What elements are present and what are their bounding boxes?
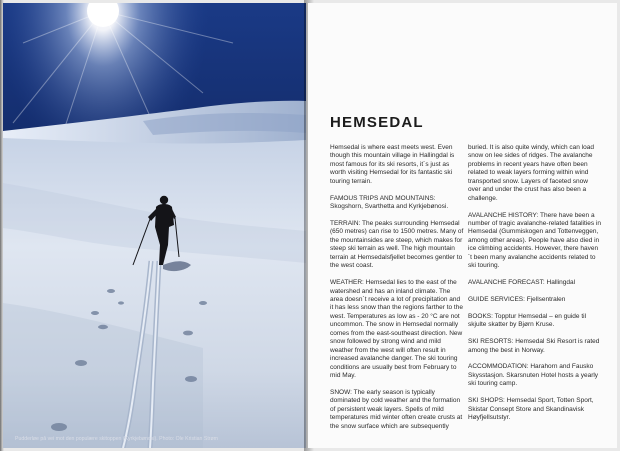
paragraph-guide-services: GUIDE SERVICES: Fjellsentralen bbox=[468, 295, 566, 303]
paragraph-snow: SNOW: The early season is typically dominated by cold weather and the formation of persistent weak layers. Spells of mild temperatures mid winter often create crusts at the snow surface which are subsequently bbox=[330, 388, 463, 430]
paragraph-accommodation: ACCOMMODATION: Harahorn and Fausko Skysstasjon. Skarsnuten Hotel hosts a yearly ski touring camp. bbox=[468, 363, 599, 388]
paragraph-intro: Hemsedal is where east meets west. Even though this mountain village in Hallingdal is most famous for its ski resorts, it´s just as worth visiting Hemsedal for its fantastic ski touring terrain. bbox=[330, 144, 455, 185]
article-title: HEMSEDAL bbox=[330, 114, 424, 131]
paragraph-avalanche-forecast: AVALANCHE FORECAST: Hallingdal bbox=[468, 279, 576, 287]
text-column-left bbox=[330, 144, 464, 440]
paragraph-avalanche-history: AVALANCHE HISTORY: There have been a number of tragic avalanche-related fatalities in Hemsedal (Gummiskogen and Tottenveggen, among other areas). People have also died in ice climbing accidents. However, there haven´t been many avalanche accidents related to ski touring. bbox=[468, 211, 601, 270]
ski-touring-photo bbox=[3, 3, 306, 448]
paragraph-ski-resorts: SKI RESORTS: Hemsedal Ski Resort is rated among the best in Norway. bbox=[468, 338, 600, 354]
photo-page bbox=[3, 3, 306, 448]
text-page bbox=[308, 3, 617, 448]
paragraph-weather: WEATHER: Hemsedal lies to the east of the watershed and has an inland climate. The area doesn´t receive a lot of precipitation and it has less snow than the regions farther to the west. Temperatures as low as - 20 °C are not uncommon. The snow in Hemsedal normally comes from the east-southeast direction. New snow followed by strong wind and mild weather from the west will often result in increased avalanche danger. The ski touring conditions are usually best from February to mid May. bbox=[330, 279, 463, 380]
paragraph-terrain: TERRAIN: The peaks surrounding Hemsedal (650 metres) can rise to 1500 metres. Many of the mountainsides are steep, which makes for steep ski terrain as well. The high mountain terrain at Hemsedalsfjellet becomes gentler to the west coast. bbox=[330, 219, 464, 270]
paragraph-snow-continued: buried. It is also quite windy, which can load snow on lee sides of ridges. The avalanche problems in recent years have often been related to weak layers forming within wind transported snow. Layers of faceted snow over and under the crust has also been a challenge. bbox=[468, 144, 594, 202]
photo-caption: Pudderløe på vei mot den populære skitoppen (Kyrkjebønosi). Photo: Ole Kristian Strøm bbox=[15, 436, 218, 442]
paragraph-books: BOOKS: Topptur Hemsedal – en guide til skjulte skatter by Bjørn Kruse. bbox=[468, 312, 587, 329]
text-column-right bbox=[468, 144, 602, 431]
paragraph-ski-shops: SKI SHOPS: Hemsedal Sport, Totten Sport, Skistar Consept Store and Skandinavisk Høyfjellsutstyr. bbox=[468, 397, 594, 422]
paragraph-famous-trips: FAMOUS TRIPS AND MOUNTAINS: Skogshorn, Svarthetta and Kyrkjebønosi. bbox=[330, 194, 449, 211]
